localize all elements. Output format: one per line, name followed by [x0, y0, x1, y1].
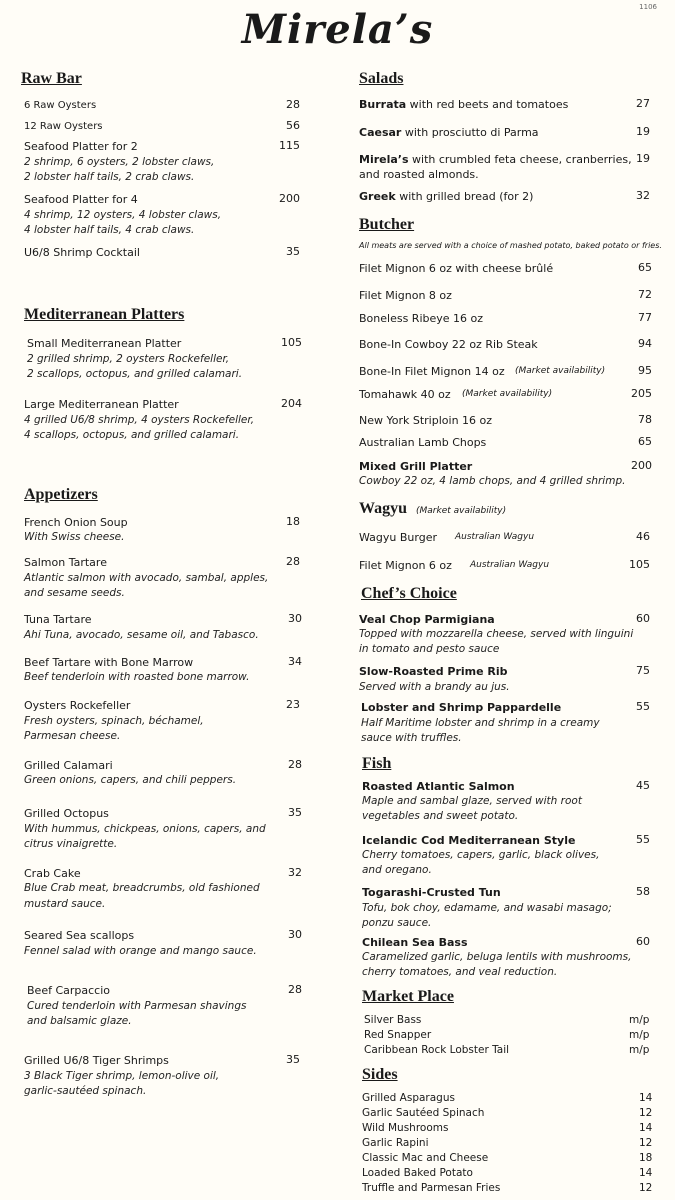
menu-item-desc: Topped with mozzarella cheese, served with linguini: [359, 628, 634, 640]
menu-item-name: Caribbean Rock Lobster Tail: [364, 1044, 510, 1056]
menu-item-desc: with crumbled feta cheese, cranberries,: [408, 153, 632, 166]
menu-item-name: Truffle and Parmesan Fries: [362, 1182, 501, 1194]
menu-item-desc: and sesame seeds.: [24, 587, 125, 599]
menu-item-desc: Cured tenderloin with Parmesan shavings: [27, 1000, 247, 1012]
menu-item: [359, 97, 568, 112]
menu-item-desc: Parmesan cheese.: [24, 730, 121, 742]
menu-item-name: Mixed Grill Platter: [359, 460, 473, 473]
menu-item-price: 28: [286, 98, 300, 111]
menu-item-price: 28: [288, 758, 302, 771]
menu-item-name: Filet Mignon 8 oz: [359, 289, 452, 302]
menu-item-price: 23: [286, 698, 300, 711]
menu-item-price: m/p: [629, 1044, 650, 1056]
menu-item-name: Seafood Platter for 4: [24, 193, 138, 206]
menu-item-name: Greek: [359, 190, 396, 203]
menu-item-name: Garlic Rapini: [362, 1137, 429, 1149]
menu-item-price: 200: [279, 192, 300, 205]
menu-item-price: 18: [639, 1152, 653, 1164]
menu-item-price: 60: [636, 612, 650, 625]
menu-item-desc: mustard sauce.: [24, 898, 106, 910]
availability-tag: (Market availability): [416, 506, 507, 516]
menu-item-desc: Cherry tomatoes, capers, garlic, black olives,: [362, 849, 600, 861]
menu-item-desc: 2 shrimp, 6 oysters, 2 lobster claws,: [24, 156, 215, 168]
menu-item-price: 58: [636, 885, 650, 898]
menu-item-price: 45: [636, 779, 650, 792]
menu-item-name: Roasted Atlantic Salmon: [362, 780, 515, 793]
menu-item-name: Seared Sea scallops: [24, 929, 135, 942]
menu-item-desc: and roasted almonds.: [359, 168, 479, 181]
menu-item-price: 55: [636, 700, 650, 713]
menu-item-price: 60: [636, 935, 650, 948]
menu-item-desc: citrus vinaigrette.: [24, 838, 118, 850]
menu-item-desc: cherry tomatoes, and veal reduction.: [362, 966, 558, 978]
butcher-note: All meats are served with a choice of mashed potato, baked potato or fries.: [359, 241, 662, 250]
menu-item-desc: 2 grilled shrimp, 2 oysters Rockefeller,: [27, 353, 230, 365]
menu-item-desc: Blue Crab meat, breadcrumbs, old fashioned: [24, 882, 260, 894]
menu-item-price: 204: [281, 397, 302, 410]
menu-item-name: Slow-Roasted Prime Rib: [359, 665, 508, 678]
menu-item: [359, 152, 632, 167]
menu-item-name: Tuna Tartare: [24, 613, 92, 626]
menu-item-desc: Tofu, bok choy, edamame, and wasabi masago;: [362, 902, 612, 914]
menu-item-price: 14: [639, 1092, 653, 1104]
menu-item-name: Small Mediterranean Platter: [27, 337, 182, 350]
menu-item-price: 12: [639, 1107, 653, 1119]
menu-item-desc: and oregano.: [362, 864, 432, 876]
menu-item-desc: 4 lobster half tails, 4 crab claws.: [24, 224, 195, 236]
menu-item-price: 12: [639, 1137, 653, 1149]
menu-item-name: French Onion Soup: [24, 516, 128, 529]
menu-item-name: New York Striploin 16 oz: [359, 414, 493, 427]
menu-item-name: Caesar: [359, 126, 402, 139]
menu-item-desc: Cowboy 22 oz, 4 lamb chops, and 4 grilled shrimp.: [359, 475, 626, 487]
menu-item-price: 32: [288, 866, 302, 879]
origin-tag: Australian Wagyu: [470, 560, 550, 570]
menu-item-price: 27: [636, 97, 650, 110]
menu-item-price: 28: [288, 983, 302, 996]
menu-item-desc: Half Maritime lobster and shrimp in a creamy: [361, 717, 600, 729]
menu-item-name: Mirela’s: [359, 153, 409, 166]
menu-item-price: 19: [636, 125, 650, 138]
menu-item-desc: Beef tenderloin with roasted bone marrow.: [24, 671, 250, 683]
menu-item-desc: Caramelized garlic, beluga lentils with mushrooms,: [362, 951, 632, 963]
menu-item-name: Grilled Asparagus: [362, 1092, 455, 1104]
menu-item-name: Silver Bass: [364, 1014, 422, 1026]
menu-item-name: Crab Cake: [24, 867, 81, 880]
restaurant-logo: Mirela’s: [241, 6, 434, 53]
menu-item: [359, 125, 539, 140]
menu-item-name: Classic Mac and Cheese: [362, 1152, 489, 1164]
menu-item-price: 95: [638, 364, 652, 377]
menu-item-desc: in tomato and pesto sauce: [359, 643, 500, 655]
section-title-appetizers: Appetizers: [24, 486, 98, 503]
menu-item-desc: With hummus, chickpeas, onions, capers, and: [24, 823, 266, 835]
menu-item-price: 94: [638, 337, 652, 350]
menu-item-price: 205: [631, 387, 652, 400]
menu-item-price: 14: [639, 1122, 653, 1134]
menu-item-price: 115: [279, 139, 300, 152]
menu-item-name: Filet Mignon 6 oz: [359, 559, 452, 572]
menu-item-price: 35: [288, 806, 302, 819]
menu-item-name: Bone-In Cowboy 22 oz Rib Steak: [359, 338, 538, 351]
menu-item-price: m/p: [629, 1014, 650, 1026]
menu-item-name: Beef Carpaccio: [27, 984, 110, 997]
menu-item-name: Bone-In Filet Mignon 14 oz: [359, 365, 505, 378]
menu-item-price: 55: [636, 833, 650, 846]
menu-item-price: 35: [286, 1053, 300, 1066]
menu-item-name: Red Snapper: [364, 1029, 432, 1041]
menu-item-name: Filet Mignon 6 oz with cheese brûlé: [359, 262, 554, 275]
menu-item: [359, 189, 533, 204]
menu-item-price: 30: [288, 928, 302, 941]
section-title-chefs-choice: Chef’s Choice: [361, 585, 457, 602]
menu-item-name: 6 Raw Oysters: [24, 100, 97, 111]
menu-item-desc: vegetables and sweet potato.: [362, 810, 519, 822]
page-code: 1106: [639, 3, 657, 11]
menu-item-desc: with red beets and tomatoes: [406, 98, 569, 111]
menu-item-name: Veal Chop Parmigiana: [359, 613, 495, 626]
menu-item-name: Boneless Ribeye 16 oz: [359, 312, 484, 325]
menu-item-desc: ponzu sauce.: [362, 917, 432, 929]
menu-item-desc: Fennel salad with orange and mango sauce.: [24, 945, 257, 957]
menu-item-name: Beef Tartare with Bone Marrow: [24, 656, 194, 669]
menu-item-name: U6/8 Shrimp Cocktail: [24, 246, 140, 259]
menu-item-price: 105: [281, 336, 302, 349]
menu-item-desc: 4 scallops, octopus, and grilled calamari.: [24, 429, 240, 441]
menu-item-desc: 4 shrimp, 12 oysters, 4 lobster claws,: [24, 209, 222, 221]
menu-item-name: Tomahawk 40 oz: [359, 388, 451, 401]
menu-item-name: Garlic Sautéed Spinach: [362, 1107, 485, 1119]
section-title-salads: Salads: [359, 70, 404, 87]
menu-item-price: 72: [638, 288, 652, 301]
menu-item-name: Seafood Platter for 2: [24, 140, 138, 153]
menu-item-name: Lobster and Shrimp Pappardelle: [361, 701, 562, 714]
section-title-fish: Fish: [362, 755, 392, 772]
menu-item-name: Oysters Rockefeller: [24, 699, 131, 712]
menu-item-price: 32: [636, 189, 650, 202]
menu-item-desc: 2 lobster half tails, 2 crab claws.: [24, 171, 195, 183]
menu-item-price: m/p: [629, 1029, 650, 1041]
menu-item-desc: with prosciutto di Parma: [401, 126, 539, 139]
menu-item-price: 34: [288, 655, 302, 668]
menu-item-name: Salmon Tartare: [24, 556, 107, 569]
menu-item-price: 56: [286, 119, 300, 132]
menu-item-name: Wild Mushrooms: [362, 1122, 449, 1134]
menu-item-price: 75: [636, 664, 650, 677]
menu-item-desc: Maple and sambal glaze, served with root: [362, 795, 582, 807]
menu-item-price: 65: [638, 261, 652, 274]
menu-item-price: 78: [638, 413, 652, 426]
menu-item-name: Wagyu Burger: [359, 531, 437, 544]
menu-item-desc: 2 scallops, octopus, and grilled calamari.: [27, 368, 243, 380]
menu-item-desc: garlic-sautéed spinach.: [24, 1085, 147, 1097]
menu-item-desc: Green onions, capers, and chili peppers.: [24, 774, 237, 786]
section-title-sides: Sides: [362, 1066, 398, 1083]
menu-item-price: 30: [288, 612, 302, 625]
availability-tag: (Market availability): [515, 366, 606, 376]
menu-item-name: Grilled Octopus: [24, 807, 109, 820]
menu-item-desc: 3 Black Tiger shrimp, lemon-olive oil,: [24, 1070, 220, 1082]
origin-tag: Australian Wagyu: [455, 532, 535, 542]
menu-item-desc: and balsamic glaze.: [27, 1015, 132, 1027]
menu-item-price: 35: [286, 245, 300, 258]
section-title-raw-bar: Raw Bar: [21, 70, 82, 87]
menu-item-price: 18: [286, 515, 300, 528]
section-title-wagyu: Wagyu: [359, 500, 408, 517]
menu-item-name: Togarashi-Crusted Tun: [362, 886, 501, 899]
menu-item-name: Burrata: [359, 98, 407, 111]
menu-item-name: Loaded Baked Potato: [362, 1167, 473, 1179]
menu-item-desc: sauce with truffles.: [361, 732, 462, 744]
menu-item-name: 12 Raw Oysters: [24, 121, 103, 132]
menu-item-name: Chilean Sea Bass: [362, 936, 468, 949]
menu-item-price: 14: [639, 1167, 653, 1179]
section-title-market-place: Market Place: [362, 988, 454, 1005]
menu-item-desc: 4 grilled U6/8 shrimp, 4 oysters Rockefeller,: [24, 414, 255, 426]
menu-item-desc: Served with a brandy au jus.: [359, 681, 510, 693]
menu-item-name: Australian Lamb Chops: [359, 436, 487, 449]
menu-item-price: 19: [636, 152, 650, 165]
menu-item-desc: Atlantic salmon with avocado, sambal, apples,: [24, 572, 269, 584]
menu-item-desc: Fresh oysters, spinach, béchamel,: [24, 715, 204, 727]
menu-item-desc: Ahi Tuna, avocado, sesame oil, and Tabasco.: [24, 629, 259, 641]
menu-item-desc: with grilled bread (for 2): [395, 190, 534, 203]
menu-item-price: 77: [638, 311, 652, 324]
menu-item-desc: With Swiss cheese.: [24, 531, 125, 543]
menu-item-price: 200: [631, 459, 652, 472]
menu-item-price: 105: [629, 558, 650, 571]
menu-item-price: 28: [286, 555, 300, 568]
menu-item-name: Large Mediterranean Platter: [24, 398, 179, 411]
menu-item-price: 65: [638, 435, 652, 448]
section-title-mediterranean: Mediterranean Platters: [24, 306, 185, 323]
menu-item-price: 12: [639, 1182, 653, 1194]
menu-item-name: Icelandic Cod Mediterranean Style: [362, 834, 576, 847]
availability-tag: (Market availability): [462, 389, 553, 399]
menu-item-name: Grilled Calamari: [24, 759, 113, 772]
section-title-butcher: Butcher: [359, 216, 415, 233]
menu-item-price: 46: [636, 530, 650, 543]
menu-item-name: Grilled U6/8 Tiger Shrimps: [24, 1054, 169, 1067]
